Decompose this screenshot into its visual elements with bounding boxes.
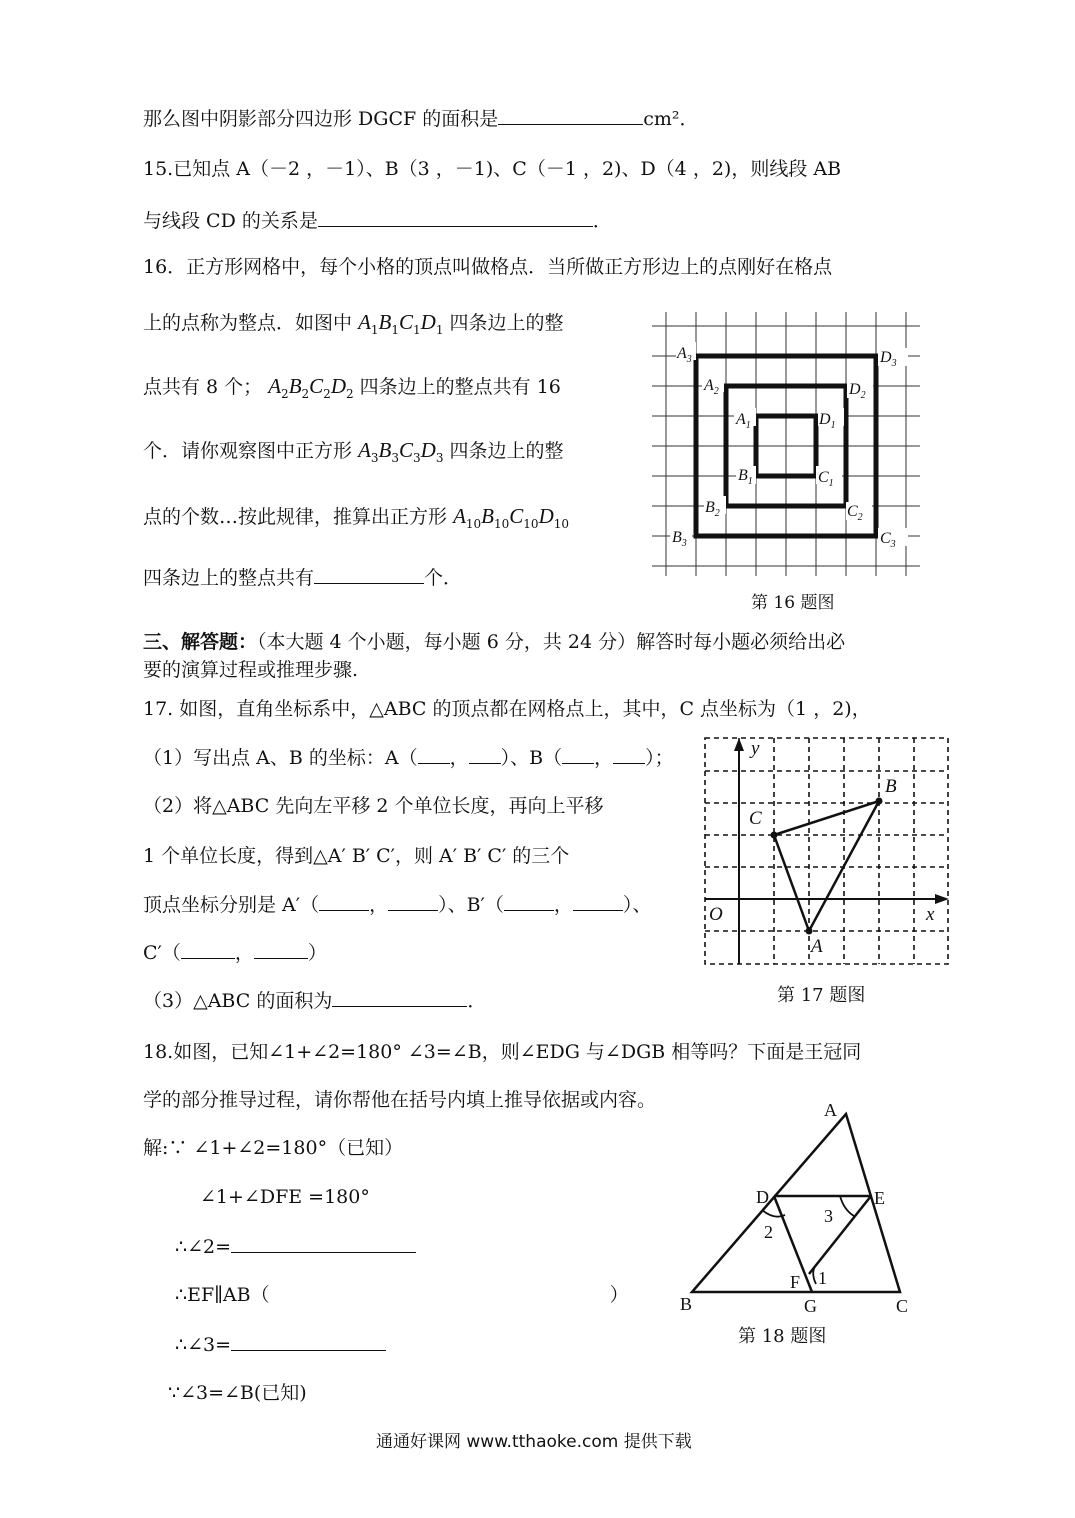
angle-1-label: 1 (818, 1268, 827, 1288)
q16-line2-suffix: 四条边上的整 (449, 312, 564, 334)
answer-blank[interactable] (388, 892, 438, 911)
answer-blank[interactable] (613, 745, 645, 764)
q16-line6-suffix: 个． (424, 567, 463, 589)
dashed-grid (705, 738, 948, 964)
q16-line3-suffix: 四条边上的整点共有 16 (359, 376, 561, 398)
label-C3: $C_3$ (880, 530, 896, 550)
q17-p2-d: C′（ (143, 942, 181, 964)
q16-line6-prefix: 四条边上的整点共有 (143, 567, 315, 589)
q17-p2-b: ）、B′（ (438, 894, 504, 916)
label-C1: $C_1$ (818, 469, 834, 489)
q17-p1-c: ）； (645, 747, 674, 769)
y-axis-arrow (734, 738, 744, 751)
q14-tail-text: 那么图中阴影部分四边形 DGCF 的面积是 (143, 108, 499, 130)
q17-part2-line2: 1 个单位长度，得到△A′ B′ C′，则 A′ B′ C′ 的三个 (143, 845, 570, 867)
q16-line4-suffix: 四条边上的整 (449, 440, 564, 462)
answer-blank[interactable] (314, 565, 424, 584)
q18-line1: 18.如图，已知∠1+∠2=180° ∠3=∠B，则∠EDG 与∠DGB 相等吗？下面是王冠同 (143, 1041, 862, 1063)
q18-step4-open: ∴EF∥AB（ (175, 1284, 270, 1306)
section3-text: （本大题 4 个小题，每小题 6 分，共 24 分）解答时每小题必须给出必 (257, 631, 846, 653)
q17-p1-b: ）、B（ (500, 747, 563, 769)
answer-blank[interactable] (319, 892, 369, 911)
point-C-label: C (896, 1296, 909, 1316)
label-B3: $B_3$ (672, 529, 687, 549)
q18-figure-caption: 第 18 题图 (738, 1326, 827, 1347)
comma: ， (553, 894, 573, 916)
section3-line2: 要的演算过程或推理步骤. (143, 659, 359, 681)
x-axis-arrow (935, 894, 949, 904)
q16-line1: 16．正方形网格中，每个小格的顶点叫做格点．当所做正方形边上的点刚好在格点 (143, 256, 833, 278)
q17-p3-text: （3）△ABC 的面积为 (143, 990, 333, 1012)
label-D3: $D_3$ (880, 349, 897, 369)
q18-step6: ∵∠3=∠B(已知) (168, 1382, 307, 1404)
answer-blank[interactable] (418, 745, 450, 764)
answer-blank[interactable] (318, 208, 593, 227)
point-B-label: B (885, 776, 897, 797)
q16-line5 (143, 504, 569, 536)
answer-blank[interactable] (562, 745, 594, 764)
point-A-label: A (824, 1100, 837, 1120)
q16-line3 (143, 374, 561, 406)
q18-step5 (175, 1332, 386, 1357)
q17-figure-caption: 第 17 题图 (777, 985, 866, 1006)
section3-heading: 三、解答题： (143, 631, 258, 653)
label-A3: $A_3$ (677, 345, 692, 365)
q18-step3-text: ∴∠2= (175, 1236, 232, 1258)
q15-line2-end: ． (592, 210, 612, 232)
square-3-name: $A_3B_3C_3D_3$ (358, 438, 444, 465)
q17-line1: 17. 如图，直角坐标系中，△ABC 的顶点都在网格点上，其中，C 点坐标为（1 ，2)， (143, 698, 871, 720)
angle-3-label: 3 (824, 1206, 833, 1226)
q16-line4-prefix: 个．请你观察图中正方形 (143, 440, 353, 462)
q17-part2-line3 (143, 892, 651, 917)
q17-p2-a: 顶点坐标分别是 A′（ (143, 894, 320, 916)
label-D1: $D_1$ (819, 411, 836, 431)
label-B1: $B_1$ (738, 467, 753, 487)
q16-line5-prefix: 点的个数…按此规律，推算出正方形 (143, 506, 448, 528)
q16-line4 (143, 438, 564, 470)
q16-figure-caption: 第 16 题图 (751, 593, 835, 613)
square-1-name: $A_1B_1C_1D_1$ (358, 310, 444, 337)
q18-step4 (175, 1283, 629, 1307)
q18-step2: ∠1+∠DFE =180° (200, 1186, 370, 1208)
q16-line6 (143, 565, 462, 590)
comma: ， (369, 894, 389, 916)
q18-step3 (175, 1234, 416, 1259)
origin-label: O (709, 904, 723, 925)
square-2-name: $A_2B_2C_2D_2$ (268, 374, 354, 401)
label-A1: $A_1$ (736, 411, 751, 431)
q18-step4-close: ） (609, 1284, 629, 1306)
text-line (143, 106, 699, 131)
q18-line2: 学的部分推导过程，请你帮他在括号内填上推导依据或内容。 (143, 1089, 657, 1111)
q18-step1: 解:∵ ∠1+∠2=180°（已知） (143, 1137, 404, 1159)
point-B-label: B (680, 1294, 693, 1314)
q17-coordinate-figure (705, 738, 950, 966)
comma: ， (449, 747, 469, 769)
answer-blank[interactable] (332, 988, 467, 1007)
point-D-label: D (756, 1187, 769, 1207)
angle-2-label: 2 (764, 1222, 773, 1242)
q17-p1-a: （1）写出点 A、B 的坐标：A（ (143, 747, 418, 769)
answer-blank[interactable] (231, 1332, 386, 1351)
answer-blank[interactable] (181, 940, 235, 959)
triangle-ABC (692, 1114, 900, 1292)
point-A-label: A (811, 936, 823, 957)
angle-3-arc (840, 1196, 854, 1216)
unit-text: cm²． (643, 108, 699, 130)
comma: ， (594, 747, 614, 769)
axis-y-label: y (751, 738, 760, 759)
label-A2: $A_2$ (704, 377, 719, 397)
point-E-label: E (874, 1188, 885, 1208)
q16-line3-prefix: 点共有 8 个； (143, 376, 263, 398)
q17-part2-line1: （2）将△ABC 先向左平移 2 个单位长度，再向上平移 (143, 795, 604, 817)
answer-blank[interactable] (498, 106, 643, 125)
answer-blank[interactable] (573, 892, 623, 911)
q15-line2-text: 与线段 CD 的关系是 (143, 210, 318, 232)
q17-part2-line4 (143, 940, 327, 965)
label-D2: $D_2$ (849, 381, 866, 401)
q16-line2 (143, 310, 564, 342)
answer-blank[interactable] (254, 940, 308, 959)
q18-step5-text: ∴∠3= (175, 1334, 232, 1356)
page-footer: 通通好课网 www.tthaoke.com 提供下载 (376, 1432, 692, 1452)
q18-triangle-figure (678, 1100, 918, 1325)
segment-EF (809, 1196, 871, 1274)
q15-line2 (143, 208, 612, 233)
q17-p3-end: ． (467, 990, 487, 1012)
q16-line2-prefix: 上的点称为整点．如图中 (143, 312, 353, 334)
square-10-name: $A_{10}B_{10}C_{10}D_{10}$ (453, 504, 570, 531)
answer-blank[interactable] (231, 1234, 416, 1253)
axis-x-label: x (926, 904, 935, 925)
q17-part3 (143, 988, 486, 1013)
q15-line1: 15.已知点 A（－2 ，－1）、B（3 ，－1)、C（－1 ，2)、D（4 ，2)，则线段 AB (143, 158, 842, 180)
answer-blank[interactable] (469, 745, 501, 764)
q17-p2-e: ） (307, 942, 327, 964)
q17-p2-c: ）、 (622, 894, 652, 916)
triangle-ABC (774, 801, 879, 931)
answer-blank[interactable] (504, 892, 554, 911)
comma: ， (234, 942, 254, 964)
angle-1-arc (813, 1266, 816, 1284)
point-G-label: G (804, 1296, 817, 1316)
point-C-label: C (749, 808, 762, 829)
label-C2: $C_2$ (847, 503, 863, 523)
section3-line1 (143, 630, 845, 654)
q16-grid-figure (652, 312, 922, 577)
label-B2: $B_2$ (705, 499, 720, 519)
q17-part1 (143, 745, 674, 770)
point-F-label: F (790, 1272, 801, 1292)
